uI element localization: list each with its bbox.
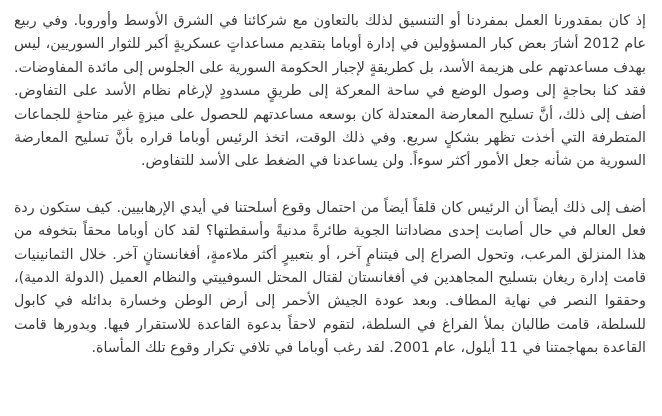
- article-paragraph-2: أضف إلى ذلك أيضاً أن الرئيس كان قلقاً أيضاً من احتمال وقوع أسلحتنا في أيدي الإرهابيين. كيف ستكون ردة فعل العالم في حال أصابت إحدى مضاداتنا الجوية طائرةً مدنيةً وأسقطتها؟ لقد كان أوباما محقاً بتخوفه من هذا المنزلق المرعب، وتحول الصراع إلى فيتنامٍ آخر، أو بتعبيرٍ أكثر ملاءمةٍ، أفغانستانٍ آخر. خلال الثمانينيات قامت إدارة ريغان بتسليح المجاهدين في أفغانستان لقتال المحتل السوفييتي والنظام العميل (الدولة الدمية)، وحققوا النصر في نهاية المطاف. وبعد عودة الجيش الأحمر إلى أرض الوطن وخسارة بدائله في كابول للسلطة، قامت طالبان بملأ الفراغ في السلطة، لتقوم لاحقاً بدعوة القاعدة للاستقرار فيها. وبدورها قامت القاعدة بمهاجمتنا في 11 أيلول، عام 2001. لقد رغب أوباما في تلافي تكرار وقوع تلك المأساة.: [14, 199, 646, 357]
- article-paragraph-1: إذ كان بمقدورنا العمل بمفردنا أو التنسيق لذلك بالتعاون مع شركائنا في الشرق الأوسط وأوروبا. وفي ربيع عام 2012 أشارَ بعض كبار المسؤولين في إدارة أوباما بتقديم مساعداتٍ عسكريةٍ أكبر للثوار السوريين، ليس بهدف مساعدتهم على هزيمة الأسد، بل كطريقةٍ لإجبار الحكومة السورية على الجلوس إلى مائدة المفاوضات. فقد كنا بحاجةٍ إلى وصول الوضع في ساحة المعركة إلى طريقٍ مسدودٍ لإرغام نظام الأسد على التفاوض. أضف إلى ذلك، أنَّ تسليح المعارضة المعتدلة كان بوسعه مساعدتهم للحصول على ميزةٍ غير متاحةٍ للجماعات المتطرفة التي أخذت تظهر بشكلٍ سريع. وفي ذلك الوقت، اتخذ الرئيس أوباما قراره بأنَّ تسليح المعارضة السورية من شأنه جعل الأمور أكثر سوءاً. ولن يساعدنا في الضغط على الأسد للتفاوض.: [14, 13, 646, 170]
